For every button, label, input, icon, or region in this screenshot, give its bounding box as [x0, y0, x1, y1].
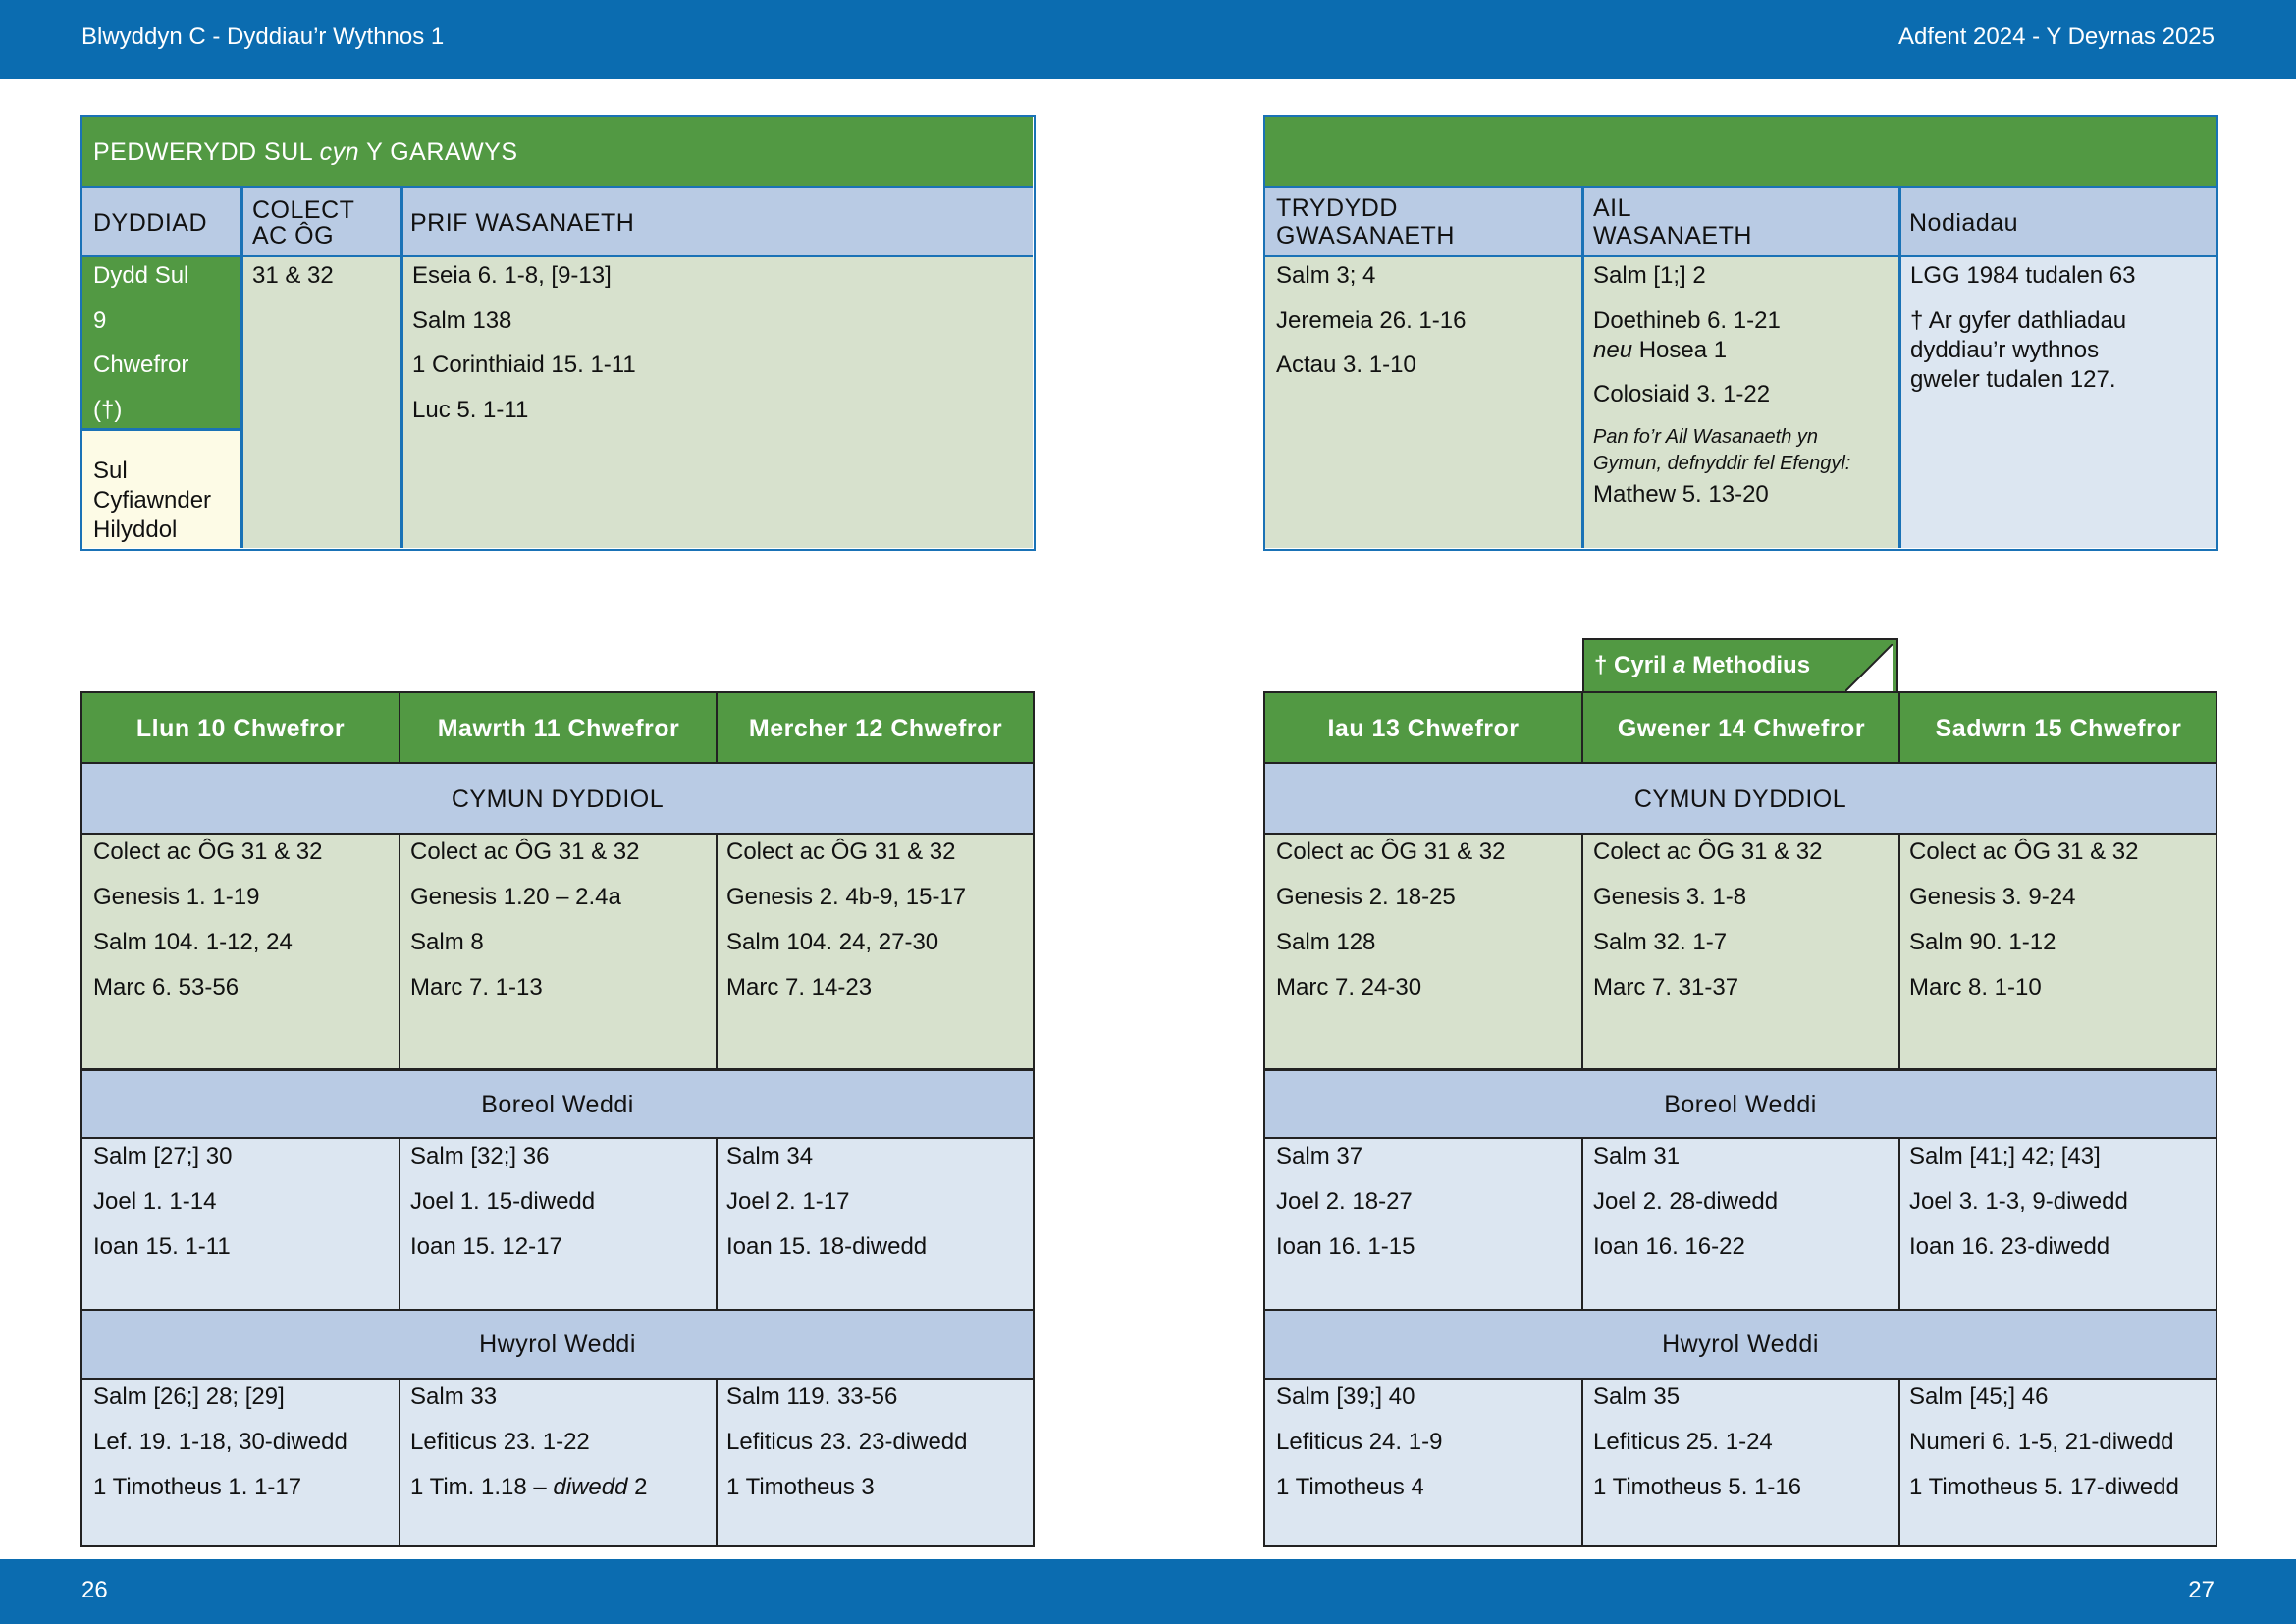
- mon-evening-1: Salm [26;] 28; [29]: [93, 1383, 285, 1410]
- communion-label: CYMUN DYDDIOL: [451, 785, 665, 813]
- fri-communion-1: Colect ac ÔG 31 & 32: [1593, 839, 1823, 865]
- second-gospel: Mathew 5. 13-20: [1593, 481, 1769, 508]
- fri-evening-1: Salm 35: [1593, 1383, 1681, 1410]
- date-line-4: (†): [93, 397, 123, 423]
- page-fold-icon: [1845, 644, 1893, 691]
- col-header-main-service: PRIF WASANAETH: [410, 209, 635, 237]
- main-reading-1: Eseia 6. 1-8, [9-13]: [412, 262, 612, 289]
- morning-label: Boreol Weddi: [481, 1091, 634, 1118]
- day-header-wed: Mercher 12 Chwefror: [748, 715, 1003, 742]
- sat-evening-1: Salm [45;] 46: [1909, 1383, 2049, 1410]
- sat-evening-2: Numeri 6. 1-5, 21-diwedd: [1909, 1429, 2174, 1455]
- wed-morning-3: Ioan 15. 18-diwedd: [726, 1233, 928, 1260]
- thu-evening-2: Lefiticus 24. 1-9: [1276, 1429, 1443, 1455]
- right-page-number: 27: [2188, 1577, 2215, 1603]
- day-header-thu: Iau 13 Chwefror: [1327, 715, 1520, 742]
- main-reading-4: Luc 5. 1-11: [412, 397, 529, 423]
- col-header-notes: Nodiadau: [1909, 209, 2019, 237]
- notes-line-2: † Ar gyfer dathliadau: [1910, 307, 2127, 334]
- header-left-title: Blwyddyn C - Dyddiau’r Wythnos 1: [81, 24, 445, 50]
- weekday-grid-left: [80, 691, 1035, 1547]
- commemoration-tab: [1582, 638, 1898, 693]
- sunday-table-left: [80, 115, 1036, 551]
- sat-communion-3: Salm 90. 1-12: [1909, 929, 2056, 955]
- second-note-line-2: Gymun, defnyddir fel Efengyl:: [1593, 453, 1851, 474]
- sunday-table-right: [1263, 115, 2218, 551]
- sat-morning-2: Joel 3. 1-3, 9-diwedd: [1909, 1188, 2128, 1215]
- col-header-third-2: GWASANAETH: [1276, 222, 1455, 249]
- mon-evening-3: 1 Timotheus 1. 1-17: [93, 1474, 302, 1500]
- wed-communion-4: Marc 7. 14-23: [726, 974, 873, 1001]
- col-header-collect-1: COLECT: [252, 196, 355, 224]
- tue-communion-2: Genesis 1.20 – 2.4a: [410, 884, 621, 910]
- third-service-cell: [1265, 257, 1581, 548]
- fri-morning-2: Joel 2. 28-diwedd: [1593, 1188, 1779, 1215]
- wed-evening-3: 1 Timotheus 3: [726, 1474, 875, 1500]
- left-page-number: 26: [81, 1577, 108, 1603]
- day-header-sat: Sadwrn 15 Chwefror: [1935, 715, 2182, 742]
- wed-communion-1: Colect ac ÔG 31 & 32: [726, 839, 956, 865]
- page-footer-band: [0, 1559, 2296, 1624]
- tue-evening-3: 1 Tim. 1.18 – diwedd 2: [410, 1474, 648, 1500]
- mon-communion-2: Genesis 1. 1-19: [93, 884, 260, 910]
- fri-evening-3: 1 Timotheus 5. 1-16: [1593, 1474, 1802, 1500]
- tue-morning-3: Ioan 15. 12-17: [410, 1233, 562, 1260]
- header-right-title: Adfent 2024 - Y Deyrnas 2025: [1897, 24, 2215, 50]
- sat-evening-3: 1 Timotheus 5. 17-diwedd: [1909, 1474, 2179, 1500]
- sunday-name-line-1: Sul: [93, 458, 128, 484]
- wed-communion-2: Genesis 2. 4b-9, 15-17: [726, 884, 967, 910]
- fri-morning-1: Salm 31: [1593, 1143, 1681, 1169]
- col-header-third-1: TRYDYDD: [1276, 194, 1398, 222]
- wed-morning-2: Joel 2. 1-17: [726, 1188, 850, 1215]
- mon-communion-1: Colect ac ÔG 31 & 32: [93, 839, 323, 865]
- col-header-collect-2: AC ÔG: [252, 222, 335, 249]
- communion-cells-right: [1265, 835, 2216, 1068]
- fri-evening-2: Lefiticus 25. 1-24: [1593, 1429, 1773, 1455]
- thu-communion-1: Colect ac ÔG 31 & 32: [1276, 839, 1506, 865]
- thu-evening-1: Salm [39;] 40: [1276, 1383, 1415, 1410]
- fri-communion-2: Genesis 3. 1-8: [1593, 884, 1747, 910]
- second-or-hosea: neu Hosea 1: [1593, 337, 1728, 363]
- day-header-tue: Mawrth 11 Chwefror: [437, 715, 680, 742]
- collect-cell: [243, 257, 400, 548]
- date-line-1: Dydd Sul: [93, 262, 189, 289]
- second-wisdom: Doethineb 6. 1-21: [1593, 307, 1781, 334]
- communion-label-right: CYMUN DYDDIOL: [1633, 785, 1847, 813]
- tue-communion-3: Salm 8: [410, 929, 484, 955]
- thu-communion-4: Marc 7. 24-30: [1276, 974, 1422, 1001]
- date-line-3: Chwefror: [93, 352, 189, 378]
- wed-evening-1: Salm 119. 33-56: [726, 1383, 898, 1410]
- commemoration-label: † Cyril a Methodius: [1594, 652, 1811, 678]
- tue-morning-1: Salm [32;] 36: [410, 1143, 550, 1169]
- tue-communion-1: Colect ac ÔG 31 & 32: [410, 839, 640, 865]
- second-psalm: Salm [1;] 2: [1593, 262, 1706, 289]
- thu-morning-1: Salm 37: [1276, 1143, 1363, 1169]
- fri-communion-4: Marc 7. 31-37: [1593, 974, 1739, 1001]
- mon-morning-3: Ioan 15. 1-11: [93, 1233, 231, 1260]
- sat-communion-2: Genesis 3. 9-24: [1909, 884, 2076, 910]
- wed-morning-1: Salm 34: [726, 1143, 814, 1169]
- sunday-name-line-2: Cyfiawnder: [93, 487, 212, 514]
- fri-morning-3: Ioan 16. 16-22: [1593, 1233, 1745, 1260]
- tue-communion-4: Marc 7. 1-13: [410, 974, 543, 1001]
- thu-communion-3: Salm 128: [1276, 929, 1376, 955]
- second-note-line-1: Pan fo’r Ail Wasanaeth yn: [1593, 426, 1819, 448]
- wed-communion-3: Salm 104. 24, 27-30: [726, 929, 939, 955]
- mon-morning-2: Joel 1. 1-14: [93, 1188, 217, 1215]
- morning-label-right: Boreol Weddi: [1664, 1091, 1817, 1118]
- notes-line-1: LGG 1984 tudalen 63: [1910, 262, 2136, 289]
- day-header-mon: Llun 10 Chwefror: [135, 715, 346, 742]
- col-header-second-2: WASANAETH: [1593, 222, 1752, 249]
- weekday-grid-right: [1263, 691, 2217, 1547]
- date-line-2: 9: [93, 307, 107, 334]
- notes-line-4: gweler tudalen 127.: [1910, 366, 2116, 393]
- notes-line-3: dyddiau’r wythnos: [1910, 337, 2100, 363]
- third-reading-1: Salm 3; 4: [1276, 262, 1376, 289]
- second-colossians: Colosiaid 3. 1-22: [1593, 381, 1771, 407]
- mon-morning-1: Salm [27;] 30: [93, 1143, 233, 1169]
- tue-morning-2: Joel 1. 15-diwedd: [410, 1188, 596, 1215]
- sunday-title-band-right: [1265, 117, 2216, 186]
- third-reading-2: Jeremeia 26. 1-16: [1276, 307, 1467, 334]
- sat-morning-3: Ioan 16. 23-diwedd: [1909, 1233, 2110, 1260]
- sat-communion-4: Marc 8. 1-10: [1909, 974, 2042, 1001]
- tue-evening-2: Lefiticus 23. 1-22: [410, 1429, 590, 1455]
- sat-communion-1: Colect ac ÔG 31 & 32: [1909, 839, 2139, 865]
- thu-evening-3: 1 Timotheus 4: [1276, 1474, 1424, 1500]
- mon-communion-3: Salm 104. 1-12, 24: [93, 929, 293, 955]
- sunday-name-line-3: Hilyddol: [93, 516, 178, 543]
- mon-evening-2: Lef. 19. 1-18, 30-diwedd: [93, 1429, 347, 1455]
- wed-evening-2: Lefiticus 23. 23-diwedd: [726, 1429, 968, 1455]
- mon-communion-4: Marc 6. 53-56: [93, 974, 240, 1001]
- notes-cell: [1901, 257, 2216, 548]
- sat-morning-1: Salm [41;] 42; [43]: [1909, 1143, 2101, 1169]
- main-reading-3: 1 Corinthiaid 15. 1-11: [412, 352, 636, 378]
- tue-evening-1: Salm 33: [410, 1383, 498, 1410]
- col-header-second-1: AIL: [1593, 194, 1632, 222]
- fri-communion-3: Salm 32. 1-7: [1593, 929, 1728, 955]
- sunday-title: PEDWERYDD SUL cyn Y GARAWYS: [93, 138, 518, 166]
- collect-value: 31 & 32: [252, 262, 334, 289]
- evening-label: Hwyrol Weddi: [479, 1330, 636, 1358]
- thu-communion-2: Genesis 2. 18-25: [1276, 884, 1456, 910]
- day-header-fri: Gwener 14 Chwefror: [1617, 715, 1866, 742]
- page-header-band: [0, 0, 2296, 79]
- col-header-date: DYDDIAD: [93, 209, 208, 237]
- thu-morning-2: Joel 2. 18-27: [1276, 1188, 1413, 1215]
- third-reading-3: Actau 3. 1-10: [1276, 352, 1416, 378]
- evening-label-right: Hwyrol Weddi: [1662, 1330, 1819, 1358]
- thu-morning-3: Ioan 16. 1-15: [1276, 1233, 1415, 1260]
- main-reading-2: Salm 138: [412, 307, 512, 334]
